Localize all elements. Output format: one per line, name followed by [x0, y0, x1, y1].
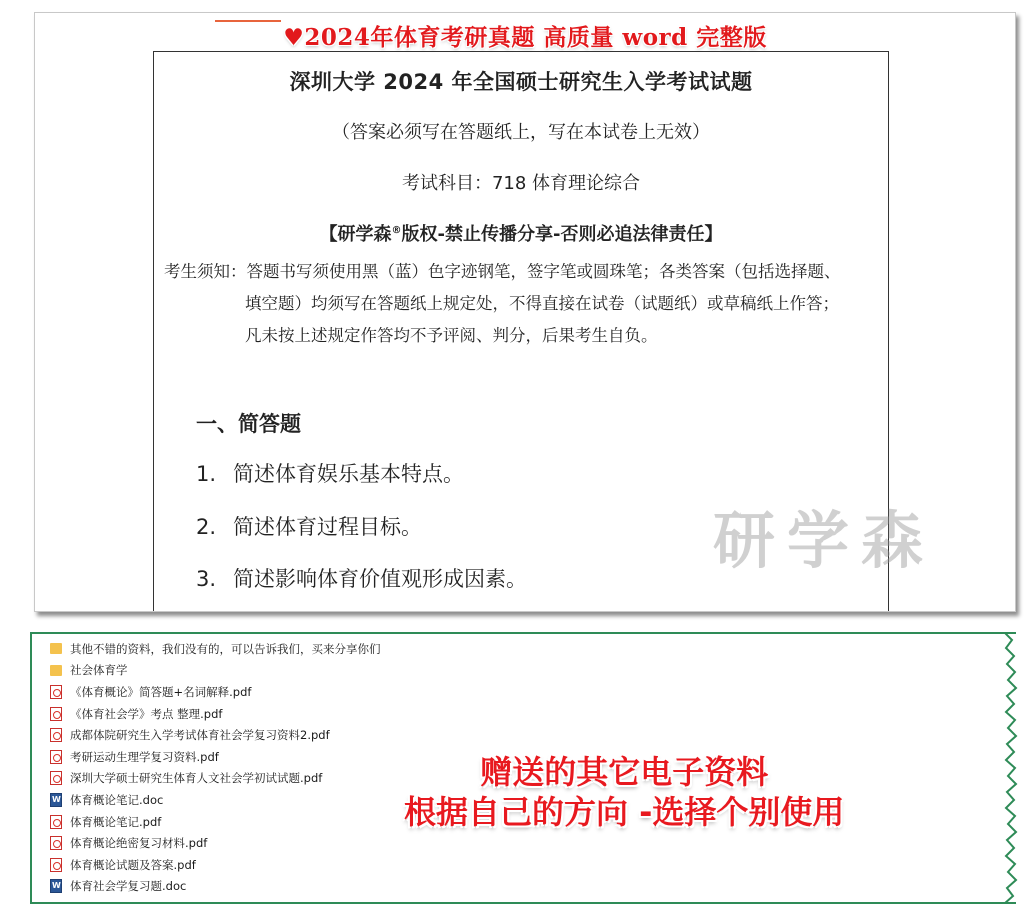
file-item[interactable]: [50, 768, 381, 790]
file-item[interactable]: [50, 660, 381, 682]
copyright-text-post: 版权-禁止传播分享-否则必追法律责任】: [401, 224, 723, 245]
file-list-panel: [30, 632, 1016, 904]
file-name: 成都体院研究生入学考试体育社会学复习资料2.pdf: [70, 728, 330, 743]
file-name: 体育概论笔记.pdf: [70, 814, 162, 829]
question-number: 1.: [196, 462, 217, 486]
exam-subject: 考试科目：718 体育理论综合: [401, 173, 641, 194]
notice-line: 考生须知：答题书写须使用黑（蓝）色字迹钢笔，签字笔或圆珠笔；各类答案（包括选择题、: [164, 262, 841, 281]
question-text: 简述影响体育价值观形成因素。: [233, 567, 527, 591]
file-list: [50, 638, 381, 897]
file-name: 体育概论绝密复习材料.pdf: [70, 836, 208, 851]
pdf-icon: [50, 836, 62, 850]
promo-overlay: [404, 752, 844, 832]
file-item[interactable]: [50, 854, 381, 876]
file-item[interactable]: [50, 811, 381, 833]
file-item[interactable]: [50, 638, 381, 660]
pdf-icon: [50, 707, 62, 721]
question-number: 3.: [196, 567, 217, 591]
file-item[interactable]: [50, 789, 381, 811]
pdf-icon: [50, 728, 62, 742]
file-name: 其他不错的资料，我们没有的，可以告诉我们，买来分享你们: [70, 641, 381, 656]
file-name: 《体育社会学》考点 整理.pdf: [70, 706, 223, 721]
file-name: 体育概论笔记.doc: [70, 792, 164, 807]
notice-line: 填空题）均须写在答题纸上规定处，不得直接在试卷（试题纸）或草稿纸上作答；: [245, 294, 839, 313]
file-name: 深圳大学硕士研究生体育人文社会学初试试题.pdf: [70, 771, 323, 786]
file-item[interactable]: [50, 746, 381, 768]
question-item: [196, 458, 464, 488]
pdf-icon: [50, 771, 62, 785]
promo-line-1: 赠送的其它电子资料: [480, 753, 769, 791]
file-name: 社会体育学: [70, 663, 128, 678]
exam-title: 深圳大学 2024 年全国硕士研究生入学考试试题: [289, 70, 753, 94]
question-item: [196, 563, 527, 593]
file-item[interactable]: [50, 681, 381, 703]
pdf-icon: [50, 685, 62, 699]
promo-banner: ♥2024年体育考研真题 高质量 word 完整版: [283, 24, 767, 51]
copyright-notice: [154, 220, 888, 246]
notice-line: 凡未按上述规定作答均不予评阅、判分，后果考生自负。: [245, 326, 658, 345]
registered-mark: ®: [391, 225, 402, 236]
file-name: 体育概论试题及答案.pdf: [70, 857, 196, 872]
pdf-icon: [50, 815, 62, 829]
exam-notice: [164, 256, 884, 352]
word-doc-icon: [50, 793, 62, 807]
folder-icon: [50, 643, 62, 654]
file-item[interactable]: [50, 832, 381, 854]
copyright-text-pre: 【研学森: [319, 224, 392, 245]
file-item[interactable]: [50, 876, 381, 898]
watermark: 研学森: [713, 504, 936, 577]
file-item[interactable]: [50, 724, 381, 746]
file-name: 考研运动生理学复习资料.pdf: [70, 749, 219, 764]
file-name: 《体育概论》简答题+名词解释.pdf: [70, 684, 252, 699]
pdf-icon: [50, 750, 62, 764]
pdf-icon: [50, 858, 62, 872]
word-doc-icon: [50, 879, 62, 893]
section-heading: 一、简答题: [196, 412, 301, 436]
promo-line-2: 根据自己的方向 -选择个别使用: [404, 793, 845, 831]
exam-subtitle: （答案必须写在答题纸上，写在本试卷上无效）: [332, 122, 710, 143]
folder-icon: [50, 665, 62, 676]
question-number: 2.: [196, 515, 217, 539]
file-name: 体育社会学复习题.doc: [70, 879, 187, 894]
file-item[interactable]: [50, 703, 381, 725]
question-text: 简述体育过程目标。: [233, 515, 422, 539]
question-item: [196, 511, 422, 541]
exam-preview-panel: [34, 12, 1016, 612]
torn-edge-decoration: [1004, 632, 1026, 904]
question-text: 简述体育娱乐基本特点。: [233, 462, 464, 486]
